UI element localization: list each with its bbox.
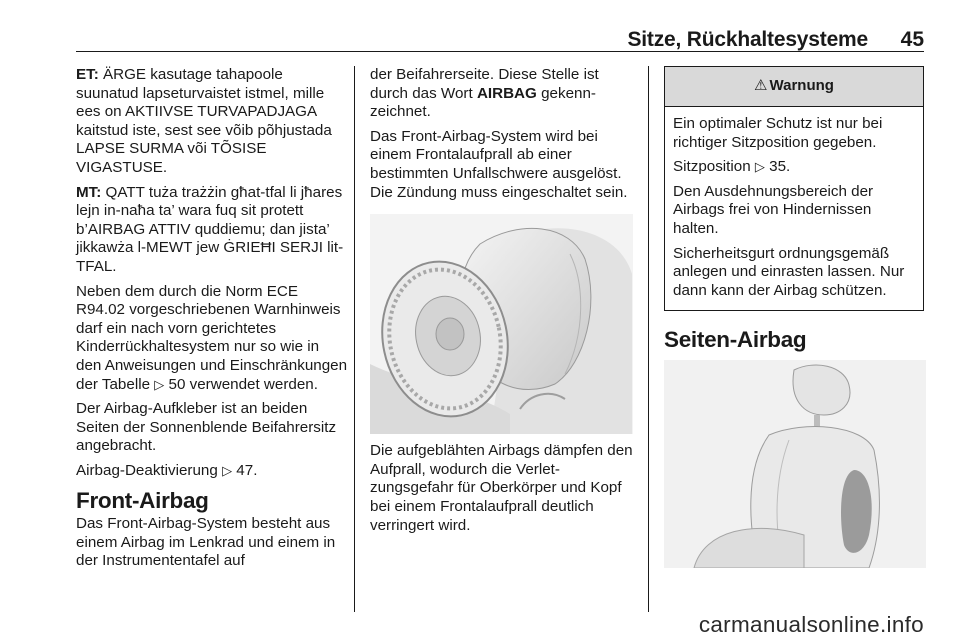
warning-paragraph-1: Ein optimaler Schutz ist nur bei richtiger Sitzposition gegeben.	[673, 115, 883, 151]
maltese-warning	[76, 184, 348, 277]
norm-page-ref[interactable]: 50	[168, 375, 186, 393]
deployment-paragraph: Das Front-Airbag-System wird bei einem Frontalaufprall ab einer bestimmten Unfallschwere ausgelöst. Die Zündung muss eingeschaltet sein.	[370, 127, 628, 201]
warning-box	[664, 66, 924, 311]
front-airbag-illustration	[370, 214, 633, 434]
warning-paragraph-2	[673, 158, 915, 177]
warning-paragraph-3: Den Ausdehnungsbereich der Airbags frei von Hindernissen halten.	[673, 182, 874, 237]
chevron-right-icon: ▷	[154, 376, 165, 392]
estonian-warning	[76, 66, 348, 178]
damping-paragraph: Die aufgeblähten Airbags dämpfen den Aufprall, wodurch die Verletzungsgefahr für Oberkörper und Kopf bei einem Frontalaufprall deutlich verringert wird.	[370, 442, 633, 534]
page-number: 45	[900, 28, 924, 51]
seat-position-text: Sitzposition	[673, 158, 751, 176]
warning-title: Warnung	[769, 77, 834, 95]
warning-triangle-icon: ⚠	[754, 77, 768, 95]
mt-text: QATT tuża trażżin għat-tfal li jħares lejn in-naħa ta’ wara fuq sit protett b’AIRBAG ATTIV quddiemu; dan jista’ jikkawża l-MEWT jew ĠRIEĦI SERJI lit-TFAL.	[76, 183, 344, 275]
et-label: ET:	[76, 66, 99, 83]
deactivation-page-ref[interactable]: 47.	[236, 461, 258, 479]
column-left	[76, 66, 348, 577]
airbag-word: AIRBAG	[476, 84, 537, 102]
sticker-paragraph: Der Airbag-Aufkleber ist an beiden Seiten der Sonnenblende Beifahrersitz angebracht.	[76, 400, 337, 455]
label-text: der Beifahrerseite. Diese Stelle ist durch das Wort	[370, 66, 599, 102]
et-text: ÄRGE kasutage tahapoole suunatud lapseturvaistet istmel, mille ees on AKTIIVSE TURVAPADJAGA kaitstud iste, sest see võib põhjustada LAPSE SURMA või TÕSISE VIGASTUSE.	[76, 66, 332, 176]
label-text-end: gekennzeichnet.	[370, 84, 596, 121]
norm-text: Neben dem durch die Norm ECE R94.02 vorgeschriebenen Warnhinweis darf ein nach vorn gerichtetes Kinderrückhaltesystem nur so wie in den Anweisungen und Einschränkungen der Tabelle	[76, 282, 348, 393]
side-airbag-illustration	[664, 360, 926, 568]
deactivation-paragraph	[76, 462, 348, 481]
chevron-right-icon: ▷	[222, 462, 233, 478]
airbag-label-paragraph	[370, 66, 635, 122]
page-header	[76, 26, 924, 50]
warning-body	[665, 107, 923, 310]
column-divider-1	[354, 66, 355, 612]
column-right	[664, 66, 926, 576]
norm-text-end: verwendet werden.	[189, 375, 318, 393]
watermark: carmanualsonline.info	[698, 612, 924, 637]
column-divider-2	[648, 66, 649, 612]
warning-paragraph-4: Sicherheitsgurt ordnungsgemäß anlegen und einrasten lassen. Nur dann kann der Airbag schützen.	[673, 244, 905, 299]
column-middle	[370, 66, 635, 541]
deactivation-text: Airbag-Deaktivierung	[76, 461, 218, 479]
front-airbag-paragraph: Das Front-Airbag-System besteht aus einem Airbag im Lenkrad und einem in der Instrumententafel auf	[76, 515, 336, 570]
header-divider	[76, 51, 924, 52]
chevron-right-icon: ▷	[754, 159, 765, 175]
seat-position-page-ref[interactable]: 35.	[769, 158, 791, 176]
norm-paragraph	[76, 283, 348, 395]
mt-label: MT:	[76, 183, 102, 201]
warning-header	[665, 67, 923, 107]
section-title: Sitze, Rückhaltesysteme	[627, 28, 868, 51]
side-airbag-heading: Seiten-Airbag	[664, 327, 807, 353]
front-airbag-heading: Front-Airbag	[76, 488, 209, 514]
